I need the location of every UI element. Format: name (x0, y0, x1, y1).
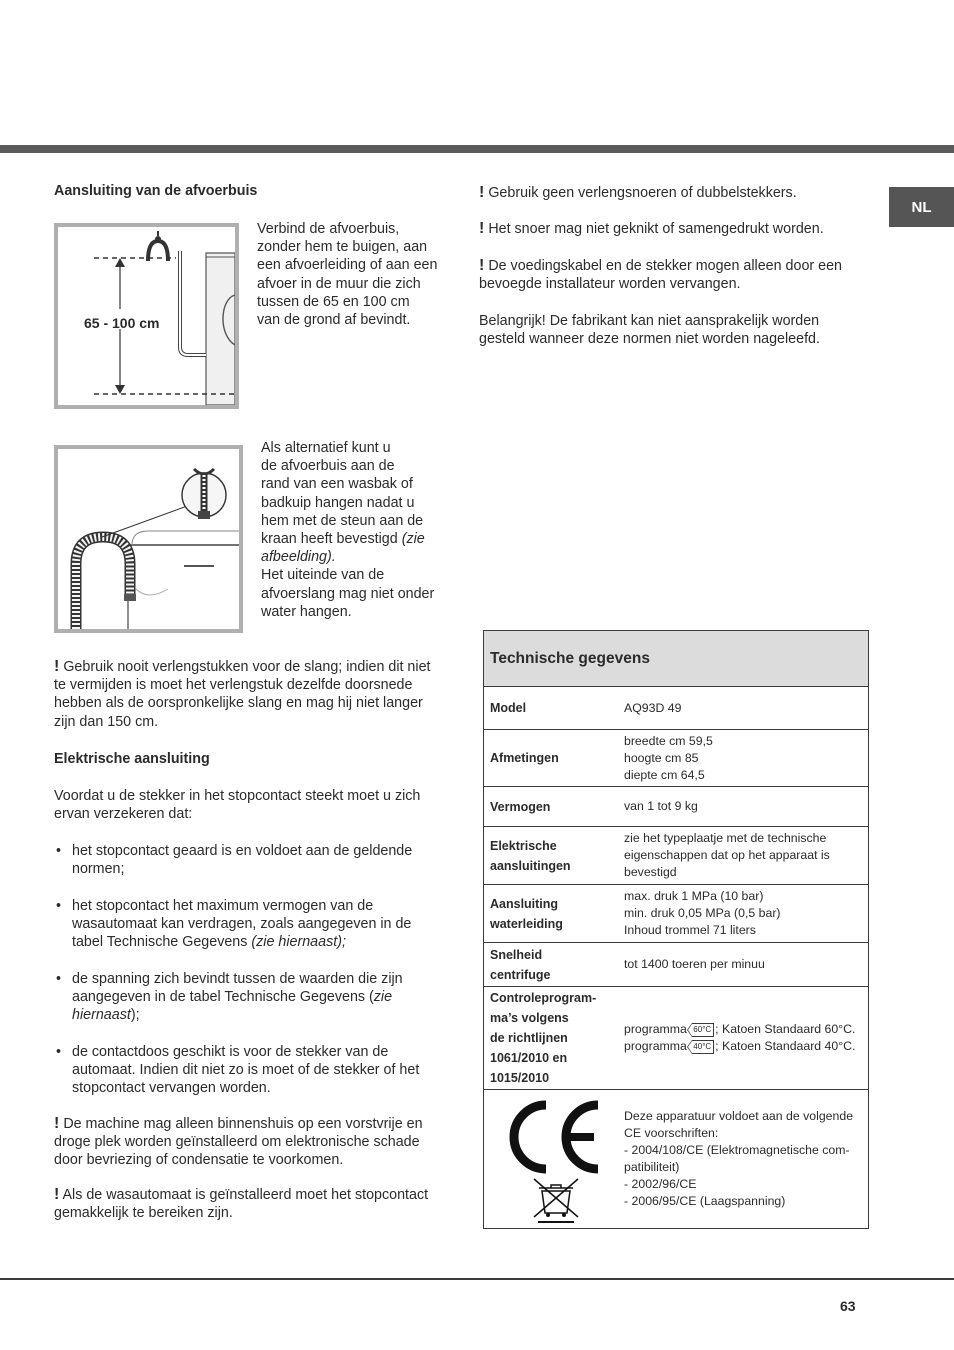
electrical-intro: Voordat u de stekker in het stopcontact steekt moet u zich ervan verzekeren dat: (54, 788, 421, 823)
drain-warning: ! Gebruik nooit verlengstukken voor de slang; indien dit niet te vermijden is moet het verlengstuk dezelfde doorsnede hebben als de oorspronkelijke slang en mag hij niet langer zijn dan 150 cm. (54, 658, 431, 730)
ce-mark-icon (498, 1095, 608, 1223)
spec-row-ce (484, 1090, 869, 1229)
electrical-bullet-2: • het stopcontact het maximum vermogen van de wasautomaat kan verdragen, zoals aangegeven in de tabel Technische Gegevens (zie hiernaast); (54, 897, 449, 952)
spec-ce-logos (484, 1090, 619, 1229)
language-tab-label: NL (911, 198, 932, 216)
top-rule (0, 145, 954, 153)
temp-40-icon: 40°C (692, 1040, 714, 1054)
spec-row-model (484, 687, 869, 730)
electrical-bullet-4: • de contactdoos geschikt is voor de stekker van de automaat. Indien dit niet zo is moet of de stekker of het stopcontact vervangen worden. (54, 1043, 449, 1098)
drain-height-label: 65 - 100 cm (84, 315, 160, 331)
spec-val-control-programs: programma 60°C ; Katoen Standaard 60°C. programma 40°C ; Katoen Standaard 40°C. (618, 987, 869, 1090)
spec-val-spin: tot 1400 toeren per minuu (618, 943, 869, 987)
right-note-3: ! De voedingskabel en de stekker mogen alleen door een bevoegde installateur worden vervangen. (479, 257, 842, 293)
weee-bin-icon (534, 1179, 578, 1223)
spec-row-control-programs (484, 987, 869, 1090)
technical-data-table (483, 630, 869, 1229)
spec-val-electrical: zie het typeplaatje met de technische eigenschappen dat op het apparaat is bevestigd (618, 827, 869, 885)
spec-title-row (484, 631, 869, 687)
bottom-rule (0, 1278, 954, 1280)
spec-key-capacity: Vermogen (484, 787, 619, 827)
electrical-bullet-3: • de spanning zich bevindt tussen de waarden die zijn aangegeven in de tabel Technische Gegevens (zie hiernaast); (54, 970, 449, 1025)
spec-val-dimensions: breedte cm 59,5 hoogte cm 85 diepte cm 64,5 (618, 730, 869, 787)
spec-val-capacity: van 1 tot 9 kg (618, 787, 869, 827)
electrical-note-1: ! De machine mag alleen binnenshuis op een vorstvrije en droge plek worden geïnstalleerd om elektronische schade door bevriezing of condensatie te voorkomen. (54, 1115, 423, 1169)
drain-height-figure (54, 223, 239, 409)
spec-row-capacity (484, 787, 869, 827)
drain-para-2: Als alternatief kunt u de afvoerbuis aan de rand van een wasbak of badkuip hangen nadat u hem met de steun aan de kraan heeft bevestigd (zie afbeelding). Het uiteinde van de afvoerslang mag niet onder water hangen. (261, 440, 435, 620)
spec-key-model: Model (484, 687, 619, 730)
spec-key-electrical: Elektrische aansluitingen (484, 827, 619, 885)
spec-val-model: AQ93D 49 (618, 687, 869, 730)
page-number: 63 (840, 1298, 856, 1314)
spec-val-ce: Deze apparatuur voldoet aan de volgende CE voorschriften: - 2004/108/CE (Elektromagnetische com- patibiliteit) - 2002/96/CE - 2006/95/CE (Laagspanning) (618, 1090, 869, 1229)
drain-tub-figure (54, 445, 243, 633)
spec-key-spin: Snelheid centrifuge (484, 943, 619, 987)
language-tab (889, 187, 954, 227)
right-note-4: Belangrijk! De fabrikant kan niet aansprakelijk worden gesteld wanneer deze normen niet worden nageleefd. (479, 313, 820, 348)
right-note-2: ! Het snoer mag niet geknikt of samengedrukt worden. (479, 220, 824, 237)
electrical-note-2: ! Als de wasautomaat is geïnstalleerd moet het stopcontact gemakkelijk te bereiken zijn. (54, 1186, 429, 1222)
spec-row-spin (484, 943, 869, 987)
electrical-bullet-1: • het stopcontact geaard is en voldoet aan de geldende normen; (54, 842, 449, 878)
spec-key-dimensions: Afmetingen (484, 730, 619, 787)
spec-key-water: Aansluiting waterleiding (484, 885, 619, 943)
temp-60-icon: 60°C (692, 1023, 714, 1037)
right-note-1: ! Gebruik geen verlengsnoeren of dubbelstekkers. (479, 184, 797, 201)
spec-val-water: max. druk 1 MPa (10 bar) min. druk 0,05 MPa (0,5 bar) Inhoud trommel 71 liters (618, 885, 869, 943)
drain-tub-diagram (58, 449, 239, 629)
drain-heading: Aansluiting van de afvoerbuis (54, 183, 258, 199)
spec-row-electrical (484, 827, 869, 885)
spec-row-water (484, 885, 869, 943)
spec-key-control-programs: Controleprogram- ma’s volgens de richtlijnen 1061/2010 en 1015/2010 (484, 987, 619, 1090)
spec-row-dimensions (484, 730, 869, 787)
spec-title: Technische gegevens (484, 631, 869, 687)
drain-para-1: Verbind de afvoerbuis, zonder hem te buigen, aan een afvoerleiding of aan een afvoer in de muur die zich tussen de 65 en 100 cm van de grond af bevindt. (257, 221, 438, 329)
electrical-heading: Elektrische aansluiting (54, 751, 210, 767)
